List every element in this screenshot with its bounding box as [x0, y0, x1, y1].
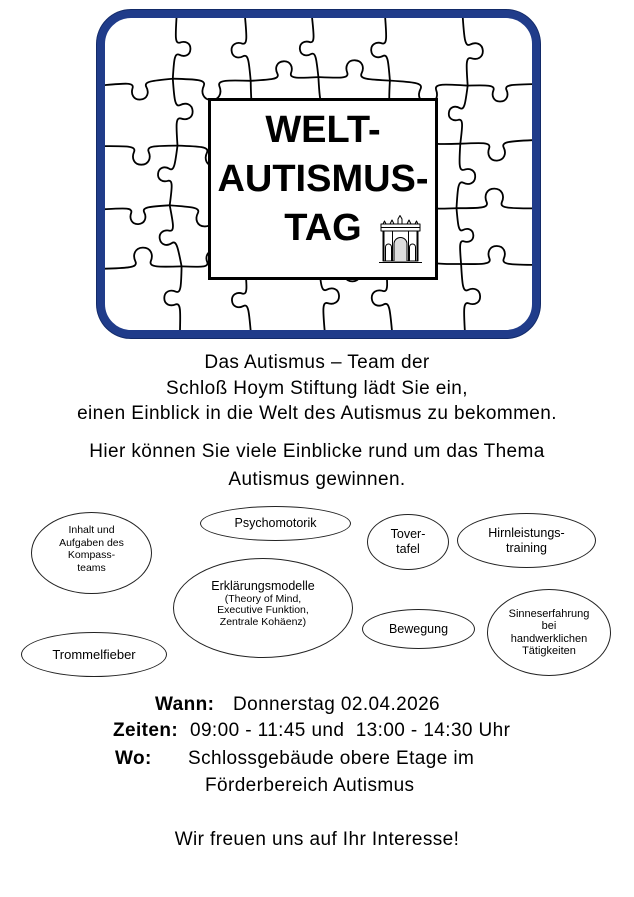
topic-bubble-kompass: [31, 512, 152, 594]
intro-line: Das Autismus – Team der: [204, 352, 430, 373]
topic-detail-line: Zentrale Kohäenz): [219, 615, 307, 628]
puzzle-edge: [105, 248, 182, 269]
where-value-line: Förderbereich Autismus: [205, 775, 415, 796]
intro-line: einen Einblick in die Welt des Autismus zu bekommen.: [77, 403, 557, 424]
puzzle-edge: [173, 18, 191, 79]
puzzle-edge: [371, 18, 390, 81]
when-value: Donnerstag 02.04.2026: [233, 694, 440, 715]
puzzle-edge: [300, 18, 319, 77]
puzzle-edge: [460, 140, 532, 160]
topic-bubble-hirnleistung: [457, 513, 596, 568]
topic-line: Bewegung: [388, 621, 449, 636]
topic-title: Erklärungsmodelle: [211, 578, 315, 593]
puzzle-edge: [105, 79, 173, 100]
puzzle-edge: [463, 18, 483, 86]
topic-bubble-tovertafel: [367, 514, 449, 570]
puzzle-edge: [457, 144, 476, 209]
puzzle-edge: [461, 246, 532, 265]
topic-line: Kompass-: [67, 549, 116, 561]
castle-gate-icon: [378, 214, 423, 264]
puzzle-edge: [158, 146, 177, 206]
puzzle-edge: [457, 189, 533, 209]
topic-line: handwerklichen: [510, 632, 588, 645]
title-box: [208, 98, 438, 280]
topic-line: bei: [541, 620, 557, 632]
when-label: Wann:: [155, 694, 215, 715]
where-label: Wo:: [115, 748, 152, 769]
intro-text: [0, 350, 634, 427]
puzzle-edge: [105, 205, 170, 224]
topic-line: Hirnleistungs-: [488, 525, 565, 540]
puzzle-edge: [449, 86, 468, 144]
topic-detail-line: (Theory of Mind,: [224, 592, 302, 605]
topic-bubble-bewegung: [362, 609, 475, 649]
topic-bubble-erklaerungsmodelle: [173, 558, 353, 658]
title-line: WELT-: [265, 109, 381, 151]
topic-line: Aufgaben des: [59, 536, 124, 549]
puzzle-edge: [160, 205, 182, 266]
times-label: Zeiten:: [113, 720, 179, 741]
puzzle-edge: [173, 79, 193, 146]
title-line: AUTISMUS-: [217, 158, 429, 200]
intro-line: Schloß Hoym Stiftung lädt Sie ein,: [166, 377, 468, 399]
topic-line: Trommelfieber: [52, 647, 136, 662]
times-value: 09:00 - 11:45 und 13:00 - 14:30 Uhr: [190, 720, 511, 741]
topic-bubble-psychomotorik: [200, 506, 351, 541]
topic-line: Tätigkeiten: [522, 645, 576, 657]
puzzle-edge: [164, 266, 181, 330]
topic-line: Inhalt und: [68, 524, 115, 536]
topic-line: teams: [77, 561, 106, 574]
title-line: TAG: [284, 207, 362, 249]
puzzle-edge: [251, 61, 319, 81]
where-value-line: Schlossgebäude obere Etage im: [188, 748, 475, 769]
topic-line: Psychomotorik: [234, 516, 317, 530]
puzzle-edge: [468, 84, 532, 101]
puzzle-edge: [461, 264, 480, 330]
topic-line: training: [505, 540, 547, 555]
puzzle-edge: [457, 208, 474, 264]
topic-bubble-sinneserfahrung: [487, 589, 611, 676]
topic-line: Sinneserfahrung: [508, 607, 590, 620]
topic-line: tafel: [396, 542, 420, 556]
topic-detail-line: Executive Funktion,: [217, 604, 309, 617]
puzzle-edge: [173, 79, 251, 100]
closing-text: Wir freuen uns auf Ihr Interesse!: [174, 829, 460, 850]
puzzle-edge: [232, 18, 251, 81]
topic-bubble-trommelfieber: [21, 632, 167, 677]
puzzle-edge: [105, 146, 178, 165]
intro-subline: Hier können Sie viele Einblicke rund um das Thema: [89, 441, 545, 462]
intro-subtext: [0, 438, 634, 494]
intro-subline: Autismus gewinnen.: [228, 469, 406, 490]
puzzle-edge: [318, 60, 390, 80]
topic-line: Tover-: [390, 526, 426, 541]
